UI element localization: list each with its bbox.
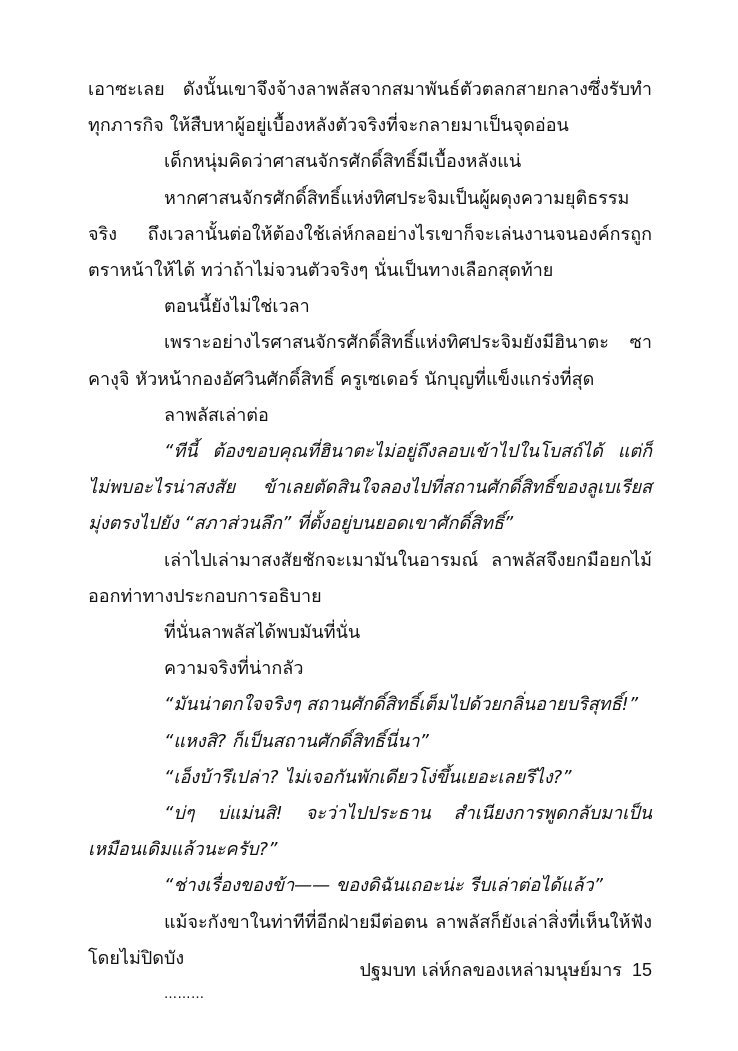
dialogue-paragraph-14: “บ่ๆ บ่แม่นสิ! จะว่าไปประธาน สำเนียงการพูดกลับมาเป็นเหมือนเดิมแล้วนะครับ?” bbox=[88, 803, 652, 861]
page-number: 15 bbox=[631, 960, 652, 980]
dialogue-paragraph-15: “ช่างเรื่องของข้า—— ของดิฉันเถอะน่ะ รีบเล่าต่อได้แล้ว” bbox=[164, 875, 603, 897]
paragraph-16: แม้จะกังขาในท่าทีที่อีกฝ่ายมีต่อตน ลาพลัสก็ยังเล่าสิ่งที่เห็นให้ฟังโดยไม่ปิดบัง bbox=[88, 911, 652, 969]
dialogue-paragraph-13: “เอ็งบ้ารึเปล่า? ไม่เจอกันพักเดียวโง่ขึ้นเยอะเลยรึไง?” bbox=[164, 766, 572, 788]
page-footer bbox=[359, 955, 652, 986]
dialogue-paragraph-12: “แหงสิ? ก็เป็นสถานศักดิ์สิทธิ์นี่นา” bbox=[164, 730, 429, 752]
dialogue-paragraph-7: “ทีนี้ ต้องขอบคุณที่ฮินาตะไม่อยู่ถึงลอบเข้าไปในโบสถ์ได้ แต่ก็ไม่พบอะไรน่าสงสัย ข้าเลยตัดสินใจลองไปที่สถานศักดิ์สิทธิ์ของลูเบเรียส มุ่งตรงไปยัง “สภาส่วนลึก” ที่ตั้งอยู่บนยอดเขาศักดิ์สิทธิ์” bbox=[88, 441, 652, 535]
paragraph-6: ลาพลัสเล่าต่อ bbox=[164, 404, 269, 426]
scene-break-ellipsis: ……… bbox=[164, 987, 205, 1003]
paragraph-5: เพราะอย่างไรศาสนจักรศักดิ์สิทธิ์แห่งทิศประจิมยังมีฮินาตะ ซาคางุจิ หัวหน้ากองอัศวินศักดิ์สิทธิ์ ครูเซเดอร์ นักบุญที่แข็งแกร่งที่สุด bbox=[88, 332, 652, 390]
paragraph-1: เอาซะเลย ดังนั้นเขาจึงจ้างลาพลัสจากสมาพันธ์ตัวตลกสายกลางซึ่งรับทำทุกภารกิจ ให้สืบหาผู้อยู่เบื้องหลังตัวจริงที่จะกลายมาเป็นจุดอ่อน bbox=[88, 79, 652, 137]
paragraph-4: ตอนนี้ยังไม่ใช่เวลา bbox=[164, 296, 310, 318]
paragraph-8: เล่าไปเล่ามาสงสัยชักจะเมามันในอารมณ์ ลาพลัสจึงยกมือยกไม้ออกท่าทางประกอบการอธิบาย bbox=[88, 549, 652, 607]
chapter-title: ปฐมบท เล่ห์กลของเหล่ามนุษย์มาร bbox=[359, 960, 622, 981]
paragraph-3: หากศาสนจักรศักดิ์สิทธิ์แห่งทิศประจิมเป็นผู้ผดุงความยุติธรรมจริง ถึงเวลานั้นต่อให้ต้องใช้เล่ห์กลอย่างไรเขาก็จะเล่นงานจนองค์กรถูกตราหน้าให้ได้ ทว่าถ้าไม่จวนตัวจริงๆ นั่นเป็นทางเลือกสุดท้าย bbox=[88, 187, 652, 282]
paragraph-10: ความจริงที่น่ากลัว bbox=[164, 658, 304, 680]
dialogue-paragraph-11: “มันน่าตกใจจริงๆ สถานศักดิ์สิทธิ์เต็มไปด้วยกลิ่นอายบริสุทธิ์!” bbox=[164, 694, 639, 716]
paragraph-9: ที่นั่นลาพลัสได้พบมันที่นั่น bbox=[164, 622, 361, 644]
page-body bbox=[88, 72, 652, 1013]
paragraph-2: เด็กหนุ่มคิดว่าศาสนจักรศักดิ์สิทธิ์มีเบื้องหลังแน่ bbox=[164, 151, 522, 173]
